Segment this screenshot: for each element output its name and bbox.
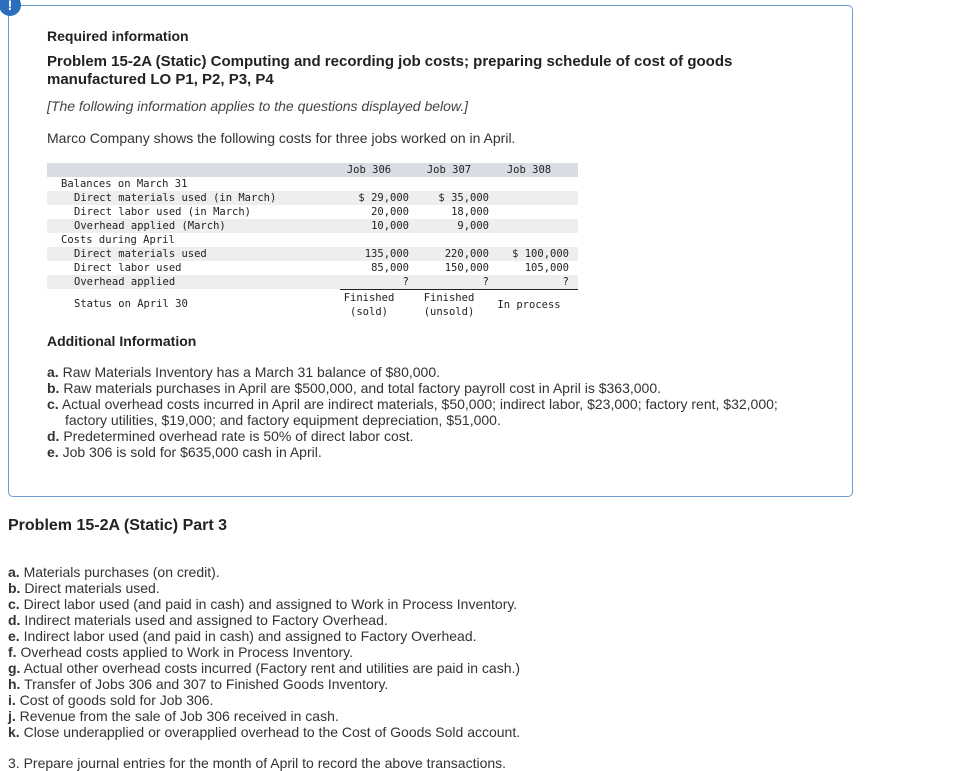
- item-letter: a.: [47, 364, 59, 380]
- item-text: Close underapplied or overapplied overhead to the Cost of Goods Sold account.: [23, 724, 521, 740]
- row-label: Direct labor used (in March): [74, 206, 252, 218]
- status-cell-job-307: [409, 291, 489, 319]
- column-header-job-307: Job 307: [426, 164, 472, 176]
- list-item: [8, 596, 828, 612]
- item-letter: h.: [8, 676, 21, 692]
- additional-info-heading: Additional Information: [47, 333, 197, 349]
- table-cell: 18,000: [451, 206, 489, 218]
- row-label: Direct materials used (in March): [74, 192, 277, 204]
- item-letter: f.: [8, 644, 17, 660]
- list-item: [8, 644, 828, 660]
- item-text: Actual overhead costs incurred in April are indirect materials, $50,000; indirect labor, $23,000; factory rent, $32,000;: [61, 396, 778, 412]
- list-item: [47, 380, 827, 396]
- list-item: [8, 660, 828, 676]
- item-text: Indirect materials used and assigned to Factory Overhead.: [24, 612, 388, 628]
- item-text: Overhead costs applied to Work in Process Inventory.: [20, 644, 353, 660]
- list-item: [8, 708, 828, 724]
- table-cell: 9,000: [457, 220, 489, 232]
- column-header-job-306: Job 306: [346, 164, 392, 176]
- item-letter: e.: [47, 444, 59, 460]
- table-cell: $ 29,000: [358, 192, 409, 204]
- item-letter: i.: [8, 692, 16, 708]
- part-instruction: 3. Prepare journal entries for the month of April to record the above transactions.: [8, 755, 507, 771]
- list-item: [8, 724, 828, 740]
- item-letter: g.: [8, 660, 21, 676]
- table-cell: 150,000: [444, 262, 489, 274]
- item-text: Job 306 is sold for $635,000 cash in April.: [62, 444, 322, 460]
- item-letter: c.: [8, 596, 20, 612]
- item-text: Raw Materials Inventory has a March 31 balance of $80,000.: [62, 364, 441, 380]
- table-cell: ?: [562, 276, 569, 288]
- status-cell-job-306: [329, 291, 409, 319]
- table-row: [47, 247, 578, 261]
- status-line: Finished: [423, 292, 475, 304]
- list-item: [47, 428, 827, 444]
- status-line: (unsold): [423, 306, 475, 318]
- table-row: [47, 191, 578, 205]
- item-letter: c.: [47, 396, 59, 412]
- item-text: Transfer of Jobs 306 and 307 to Finished Goods Inventory.: [24, 676, 389, 692]
- item-text: Indirect labor used (and paid in cash) and assigned to Factory Overhead.: [23, 628, 477, 644]
- status-line: In process: [497, 299, 561, 311]
- list-item: [8, 628, 828, 644]
- row-label: Overhead applied (March): [74, 220, 226, 232]
- total-rule: [340, 289, 578, 290]
- table-cell: 85,000: [371, 262, 409, 274]
- item-text: Materials purchases (on credit).: [23, 564, 220, 580]
- april-section-label: Costs during April: [61, 234, 175, 246]
- item-text: Raw materials purchases in April are $500,000, and total factory payroll cost in April is $363,000.: [63, 380, 662, 396]
- list-item: [8, 692, 828, 708]
- status-line: (sold): [350, 306, 388, 318]
- table-row: [47, 261, 578, 275]
- intro-text: Marco Company shows the following costs for three jobs worked on in April.: [47, 130, 516, 146]
- job-cost-table: [47, 163, 578, 321]
- transactions-list: [8, 564, 828, 740]
- status-row: [47, 289, 578, 321]
- list-item: [8, 676, 828, 692]
- problem-title: Problem 15-2A (Static) Computing and recording job costs; preparing schedule of cost of goods manufactured LO P1, P2, P3, P4: [47, 53, 733, 88]
- item-letter: d.: [8, 612, 21, 628]
- list-item: [8, 580, 828, 596]
- balances-section-label: Balances on March 31: [61, 178, 188, 190]
- table-cell: $ 35,000: [438, 192, 489, 204]
- table-cell: 10,000: [371, 220, 409, 232]
- item-text: Cost of goods sold for Job 306.: [19, 692, 214, 708]
- table-row: [47, 219, 578, 233]
- item-text: Predetermined overhead rate is 50% of direct labor cost.: [63, 428, 414, 444]
- alert-icon: !: [0, 0, 21, 16]
- table-section-row: [47, 177, 578, 191]
- table-header-row: [47, 163, 578, 177]
- item-letter: k.: [8, 724, 20, 740]
- list-item: [47, 364, 827, 380]
- additional-info-list: [47, 364, 827, 460]
- item-text: Actual other overhead costs incurred (Factory rent and utilities are paid in cash.): [23, 660, 521, 676]
- list-item: [8, 564, 828, 580]
- status-cell-job-308: [489, 298, 569, 312]
- item-letter: d.: [47, 428, 60, 444]
- table-row: [47, 205, 578, 219]
- table-cell: ?: [402, 276, 409, 288]
- row-label: Overhead applied: [74, 276, 176, 288]
- table-cell: ?: [482, 276, 489, 288]
- table-section-row: [47, 233, 578, 247]
- item-text: Direct materials used.: [24, 580, 160, 596]
- list-item: [47, 444, 827, 460]
- row-label: Direct materials used: [74, 248, 207, 260]
- table-row: [47, 275, 578, 289]
- item-letter: b.: [8, 580, 21, 596]
- status-line: Finished: [343, 292, 395, 304]
- row-label: Direct labor used: [74, 262, 182, 274]
- table-cell: $ 100,000: [512, 248, 569, 260]
- item-letter: e.: [8, 628, 20, 644]
- table-cell: 220,000: [444, 248, 489, 260]
- row-label: Status on April 30: [74, 298, 188, 310]
- table-cell: 20,000: [371, 206, 409, 218]
- list-item: [47, 396, 827, 412]
- item-letter: a.: [8, 564, 20, 580]
- list-item-continuation: factory utilities, $19,000; and factory equipment depreciation, $51,000.: [65, 412, 501, 428]
- required-info-heading: Required information: [47, 28, 189, 44]
- part-title: Problem 15-2A (Static) Part 3: [8, 517, 228, 534]
- list-item: [8, 612, 828, 628]
- column-header-job-308: Job 308: [506, 164, 552, 176]
- item-letter: j.: [8, 708, 16, 724]
- table-cell: 135,000: [364, 248, 409, 260]
- table-cell: 105,000: [524, 262, 569, 274]
- applies-note: [The following information applies to the questions displayed below.]: [47, 98, 469, 114]
- item-letter: b.: [47, 380, 60, 396]
- item-text: Revenue from the sale of Job 306 received in cash.: [19, 708, 339, 724]
- item-text: Direct labor used (and paid in cash) and assigned to Work in Process Inventory.: [23, 596, 518, 612]
